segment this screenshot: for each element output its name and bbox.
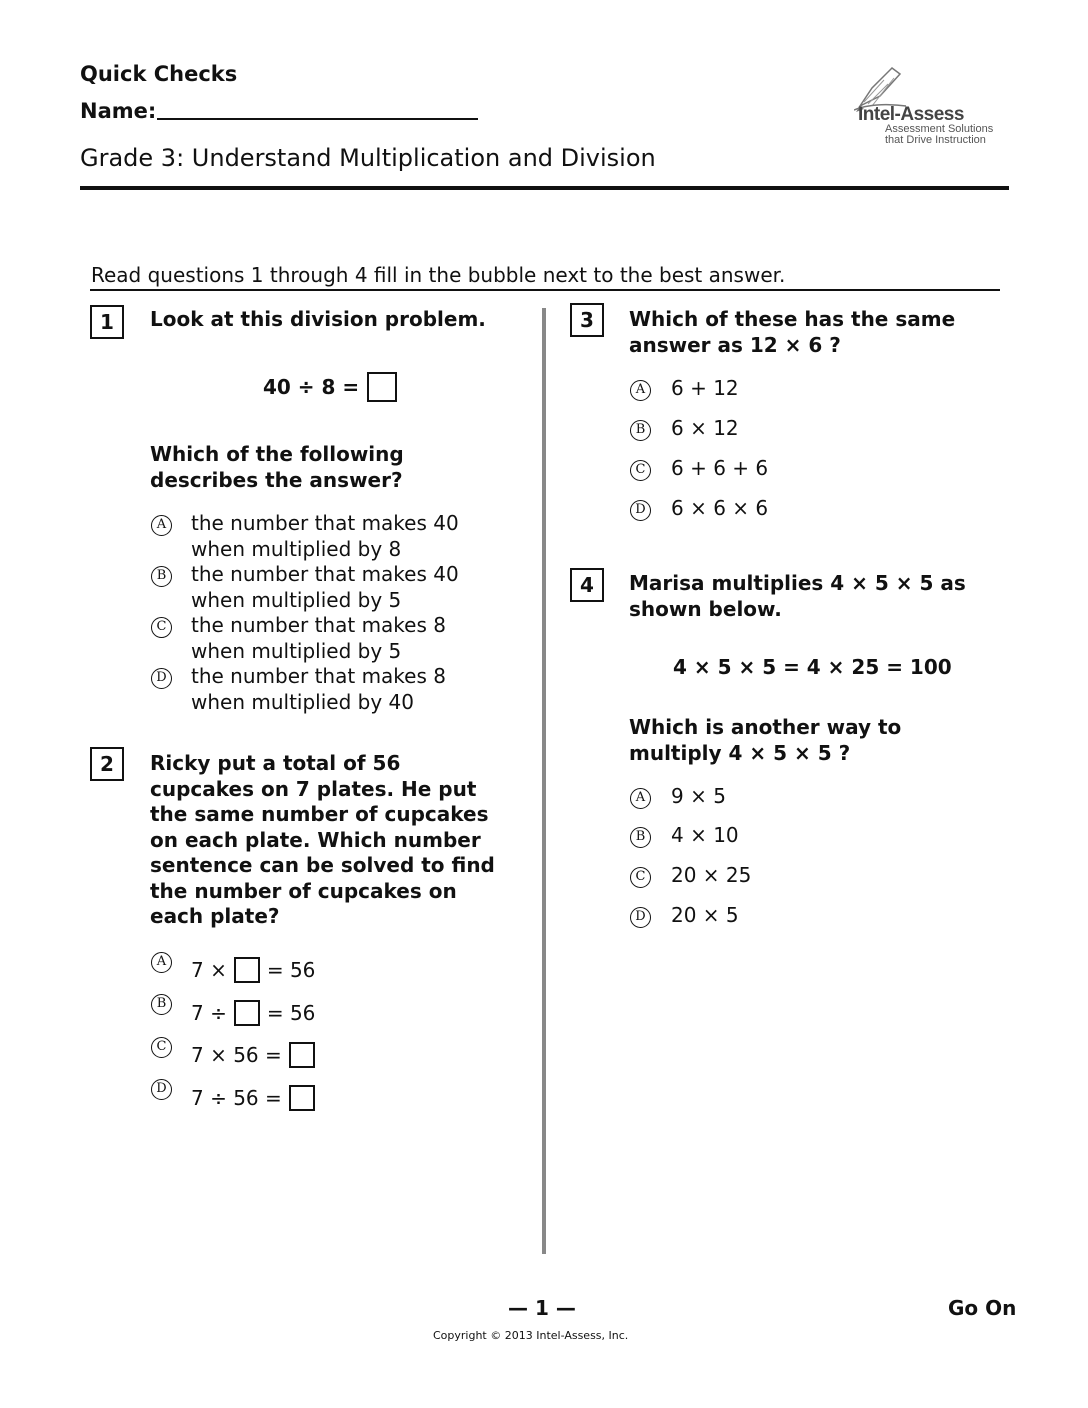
logo-brand: Intel-Assess [858,104,964,125]
q3-bubble-c[interactable]: C [630,460,651,481]
answer-box [234,957,260,983]
quick-checks-label: Quick Checks [80,62,238,86]
q2-option-d [191,1085,315,1111]
q3-option-d: 6 × 6 × 6 [671,496,769,520]
question-2-prompt: Ricky put a total of 56 cupcakes on 7 plates. He put the same number of cupcakes on each plate. Which number sentence can be solved to find the number of cupcakes on each plate? [150,751,495,928]
instructions-rule [90,289,1000,291]
q4-bubble-a[interactable]: A [630,788,651,809]
instructions: Read questions 1 through 4 fill in the bubble next to the best answer. [91,263,786,287]
q4-bubble-d[interactable]: D [630,907,651,928]
q2-bubble-a[interactable]: A [151,952,172,973]
q2-option-a [191,957,315,983]
q3-bubble-a[interactable]: A [630,380,651,401]
q2-option-c [191,1042,315,1068]
intel-assess-logo [852,66,1012,148]
logo-tagline-2: that Drive Instruction [885,134,986,146]
name-label: Name: [80,99,157,123]
q3-bubble-b[interactable]: B [630,420,651,441]
q4-option-b: 4 × 10 [671,823,739,847]
q4-bubble-c[interactable]: C [630,867,651,888]
question-1-equation [263,372,397,402]
q2-option-d-before: 7 ÷ 56 = [191,1086,282,1110]
answer-box [289,1042,315,1068]
answer-box [234,1000,260,1026]
logo-tagline-1: Assessment Solutions [885,123,994,135]
q2-bubble-d[interactable]: D [151,1079,172,1100]
question-4-number: 4 [570,568,604,602]
q2-bubble-c[interactable]: C [151,1037,172,1058]
go-on-label: Go On [948,1296,1017,1320]
q1-bubble-d[interactable]: D [151,668,172,689]
q2-option-b [191,1000,315,1026]
question-1-prompt: Look at this division problem. [150,307,486,331]
header-rule [80,186,1009,190]
q1-option-a: the number that makes 40 when multiplied by 8 [191,511,459,561]
question-1-number: 1 [90,305,124,339]
q4-option-c: 20 × 25 [671,863,752,887]
answer-box [289,1085,315,1111]
q2-option-b-after: = 56 [266,1001,316,1025]
q4-option-d: 20 × 5 [671,903,739,927]
page-title: Grade 3: Understand Multiplication and Division [80,144,656,172]
q1-bubble-b[interactable]: B [151,566,172,587]
question-4-prompt: Marisa multiplies 4 × 5 × 5 as shown below. [629,571,966,621]
q4-option-a: 9 × 5 [671,784,726,808]
name-line[interactable] [157,118,478,120]
q1-option-d: the number that makes 8 when multiplied by 40 [191,664,446,714]
q2-option-a-after: = 56 [266,958,316,982]
question-3-prompt: Which of these has the same answer as 12 × 6 ? [629,307,956,357]
question-4-equation-text: 4 × 5 × 5 = 4 × 25 = 100 [673,655,952,679]
q2-option-a-before: 7 × [191,958,227,982]
q1-bubble-a[interactable]: A [151,515,172,536]
column-divider [542,308,546,1254]
q2-bubble-b[interactable]: B [151,994,172,1015]
question-1-equation-text: 40 ÷ 8 = [263,375,360,399]
question-2-number: 2 [90,747,124,781]
question-4-subprompt: Which is another way to multiply 4 × 5 × 5 ? [629,715,902,765]
q4-bubble-b[interactable]: B [630,827,651,848]
q3-bubble-d[interactable]: D [630,500,651,521]
question-3-number: 3 [570,303,604,337]
question-4-equation [673,655,952,679]
q1-bubble-c[interactable]: C [151,617,172,638]
q1-option-b: the number that makes 40 when multiplied by 5 [191,562,459,612]
q2-option-b-before: 7 ÷ [191,1001,227,1025]
copyright: Copyright © 2013 Intel-Assess, Inc. [433,1329,629,1342]
question-1-subprompt: Which of the following describes the answer? [150,442,404,492]
q1-option-c: the number that makes 8 when multiplied by 5 [191,613,446,663]
q3-option-b: 6 × 12 [671,416,739,440]
answer-box [367,372,397,402]
q3-option-c: 6 + 6 + 6 [671,456,769,480]
q2-option-c-before: 7 × 56 = [191,1043,282,1067]
page-number: — 1 — [508,1296,576,1320]
q3-option-a: 6 + 12 [671,376,739,400]
